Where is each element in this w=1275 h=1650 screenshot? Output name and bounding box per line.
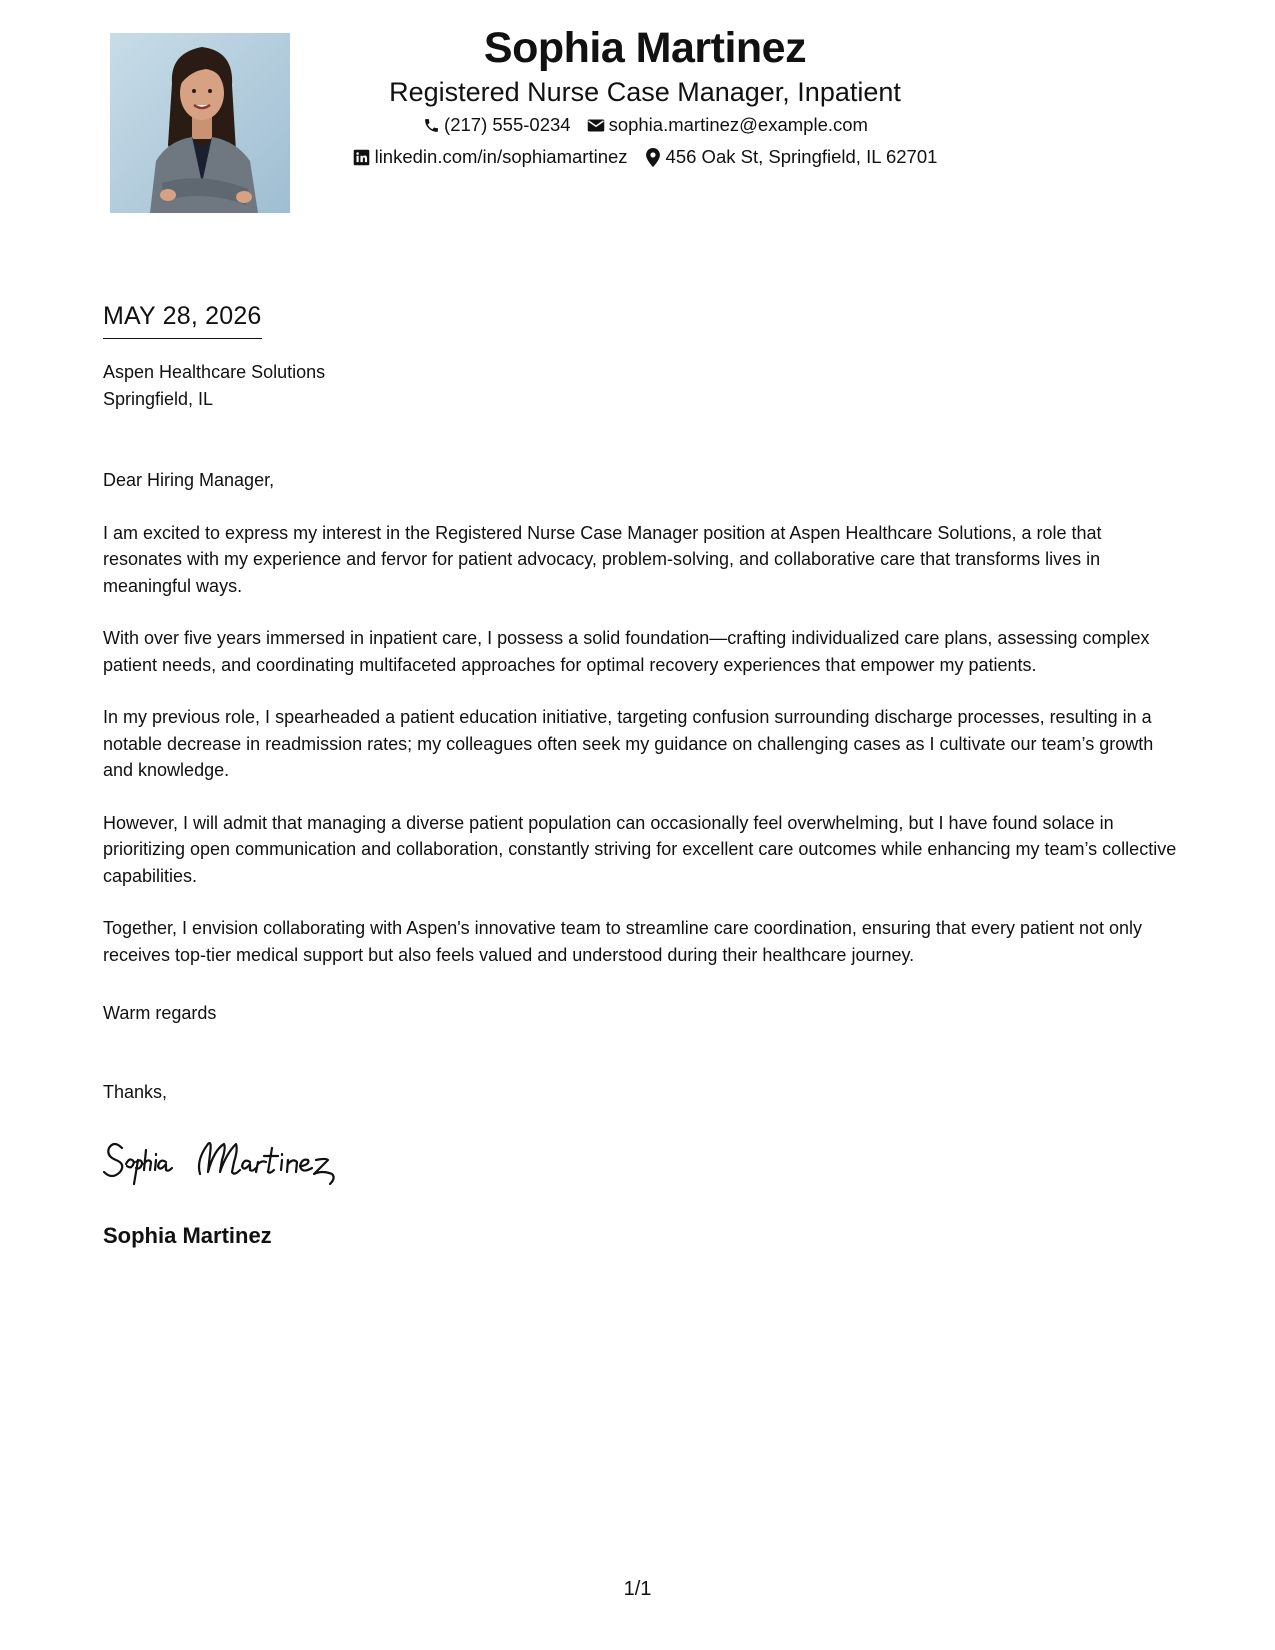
email-address[interactable]: sophia.martinez@example.com: [608, 114, 868, 135]
body-paragraph: I am excited to express my interest in the Registered Nurse Case Manager position at Aspen Healthcare Solutions, a role that resonates with my experience and fervor for patient advocacy, problem-solving, and collaborative care that transforms lives in meaningful ways.: [103, 522, 1102, 596]
recipient-company: Aspen Healthcare Solutions: [103, 362, 326, 382]
signer-name: Sophia Martinez: [103, 1223, 272, 1248]
profile-photo-illustration: [110, 33, 290, 213]
salutation: Dear Hiring Manager,: [103, 470, 275, 490]
applicant-name: Sophia Martinez: [483, 24, 807, 72]
contact-linkedin: [353, 145, 628, 169]
contact-phone: [422, 113, 571, 137]
body-paragraph: However, I will admit that managing a diverse patient population can occasionally feel overwhelming, but I have found solace in prioritizing open communication and collaboration, constantly striving for excellent care outcomes while enhancing my team’s collective capabilities.: [103, 812, 1177, 886]
contact-address: [644, 145, 938, 169]
linkedin-url[interactable]: linkedin.com/in/sophiamartinez: [374, 146, 628, 167]
letter-body: [103, 467, 1183, 994]
body-paragraph: Together, I envision collaborating with Aspen's innovative team to streamline care coordination, ensuring that every patient not only receives top-tier medical support but also feels valued and understood during their healthcare journey.: [103, 918, 1143, 965]
phone-icon: [422, 116, 440, 134]
street-address: 456 Oak St, Springfield, IL 62701: [665, 146, 938, 167]
thanks-line: Thanks,: [103, 1082, 168, 1102]
resume-header: [300, 20, 990, 169]
body-paragraph: With over five years immersed in inpatient care, I possess a solid foundation—crafting individualized care plans, assessing complex patient needs, and coordinating multifaceted approaches for optimal recovery experiences that empower my patients.: [103, 628, 1150, 675]
closing-line: Warm regards: [103, 1003, 217, 1023]
profile-photo: [110, 33, 290, 213]
linkedin-icon: [353, 148, 371, 166]
handwritten-signature: [100, 1130, 370, 1186]
contact-email: [587, 113, 868, 137]
contact-line-primary: [300, 113, 990, 137]
contact-line-secondary: [300, 145, 990, 169]
recipient-block: [103, 359, 325, 413]
envelope-icon: [587, 116, 605, 134]
letter-date: MAY 28, 2026: [103, 300, 262, 339]
job-title: Registered Nurse Case Manager, Inpatient: [389, 77, 901, 107]
phone-number[interactable]: (217) 555-0234: [444, 114, 571, 135]
map-marker-icon: [644, 148, 662, 166]
recipient-location: Springfield, IL: [103, 389, 214, 409]
body-paragraph: In my previous role, I spearheaded a patient education initiative, targeting confusion surrounding discharge processes, resulting in a notable decrease in readmission rates; my colleagues often seek my guidance on challenging cases as I cultivate our team’s growth and knowledge.: [103, 707, 1154, 780]
page-number: 1/1: [623, 1578, 652, 1600]
